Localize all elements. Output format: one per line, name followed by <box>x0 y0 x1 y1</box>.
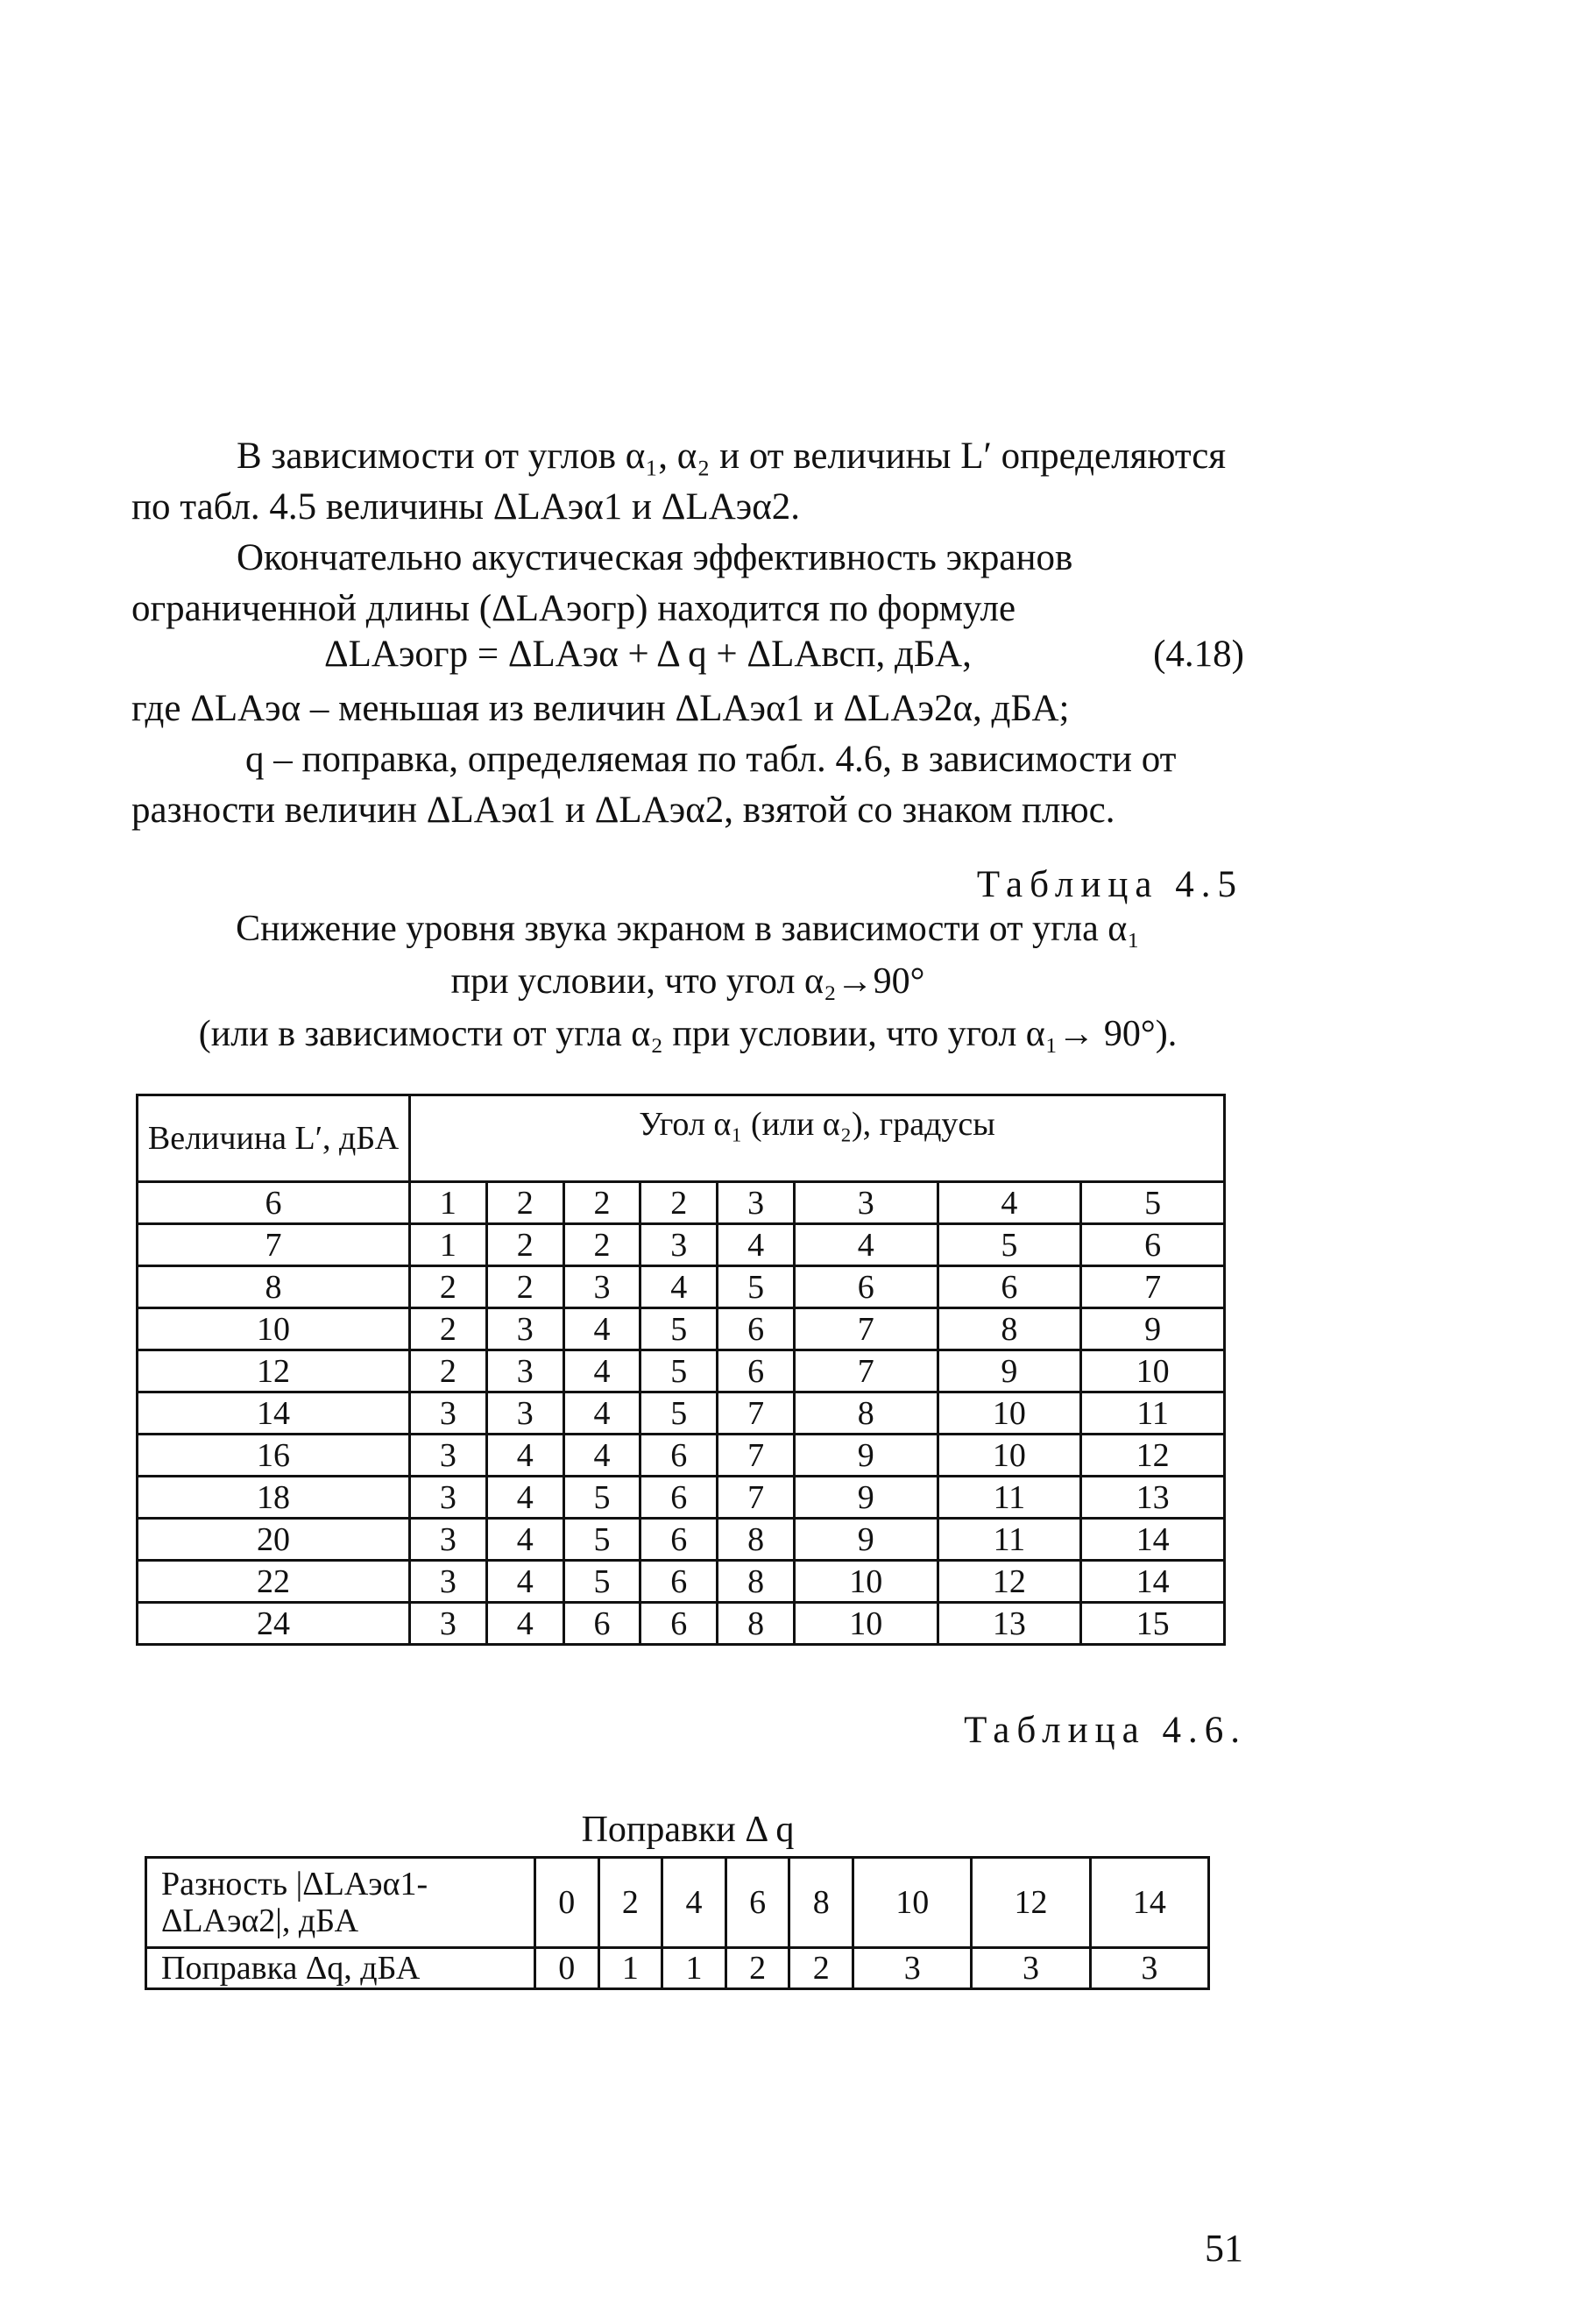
table-cell: 5 <box>640 1308 718 1350</box>
table-cell: 5 <box>640 1350 718 1392</box>
table-cell: 3 <box>794 1182 938 1224</box>
row-value-l: 12 <box>138 1350 410 1392</box>
table-row <box>138 1519 1225 1561</box>
table-cell: 2 <box>486 1266 563 1308</box>
table-cell: 1 <box>410 1224 487 1266</box>
table-cell: 14 <box>1081 1561 1225 1603</box>
table-cell: 4 <box>486 1435 563 1477</box>
table-4-5-caption: Таблица 4.5 <box>976 864 1243 905</box>
table-cell: 7 <box>794 1308 938 1350</box>
table-cell: 10 <box>938 1392 1081 1435</box>
table-row <box>138 1224 1225 1266</box>
header-value-l: Величина L′, дБА <box>138 1095 410 1182</box>
table-cell: 1 <box>410 1182 487 1224</box>
table-4-5-title <box>131 903 1244 1060</box>
table-cell: 3 <box>486 1350 563 1392</box>
table-cell: 3 <box>640 1224 718 1266</box>
row-value-l: 18 <box>138 1477 410 1519</box>
table-row <box>138 1350 1225 1392</box>
formula-text: ΔLАэогр = ΔLАэα + Δ q + ΔLАвсп, дБА, <box>324 634 972 675</box>
table-cell: 2 <box>410 1266 487 1308</box>
table-cell: 5 <box>640 1392 718 1435</box>
table-cell: 4 <box>563 1392 640 1435</box>
table-cell: 7 <box>1081 1266 1225 1308</box>
table-cell: 4 <box>794 1224 938 1266</box>
table-cell: 1 <box>662 1948 726 1989</box>
table-cell: 6 <box>794 1266 938 1308</box>
table-cell: 0 <box>535 1948 599 1989</box>
table-cell: 3 <box>563 1266 640 1308</box>
table-cell: 2 <box>640 1182 718 1224</box>
table-cell: 8 <box>794 1392 938 1435</box>
table-cell: 0 <box>535 1858 599 1948</box>
table-cell: 6 <box>1081 1224 1225 1266</box>
table-cell: 2 <box>486 1224 563 1266</box>
table-cell: 3 <box>1090 1948 1208 1989</box>
table-cell: 12 <box>938 1561 1081 1603</box>
table-cell: 6 <box>640 1603 718 1645</box>
table-cell: 5 <box>718 1266 795 1308</box>
table-row <box>138 1308 1225 1350</box>
table-4-6-row-difference <box>146 1858 1209 1948</box>
table-cell: 3 <box>410 1435 487 1477</box>
table-cell: 4 <box>938 1182 1081 1224</box>
table-cell: 8 <box>789 1858 853 1948</box>
table-cell: 4 <box>563 1308 640 1350</box>
table-cell: 3 <box>410 1477 487 1519</box>
table-cell: 5 <box>563 1519 640 1561</box>
table-cell: 6 <box>640 1477 718 1519</box>
paragraph-efficiency: Окончательно акустическая эффективность экранов ограниченной длины (ΔLАэогр) находится по формуле <box>131 537 1073 629</box>
row-value-l: 8 <box>138 1266 410 1308</box>
table-cell: 9 <box>794 1477 938 1519</box>
table-cell: 8 <box>938 1308 1081 1350</box>
table-cell: 3 <box>486 1392 563 1435</box>
row-label-difference: Разность |ΔLАэα1- ΔLАэα2|, дБА <box>146 1858 535 1948</box>
table-cell: 2 <box>486 1182 563 1224</box>
table-cell: 9 <box>794 1435 938 1477</box>
table-cell: 3 <box>718 1182 795 1224</box>
table-4-6 <box>145 1856 1210 1990</box>
table-cell: 3 <box>486 1308 563 1350</box>
table-cell: 12 <box>1081 1435 1225 1477</box>
table-cell: 14 <box>1090 1858 1208 1948</box>
table-cell: 3 <box>410 1561 487 1603</box>
table-cell: 3 <box>853 1948 972 1989</box>
table-cell: 3 <box>410 1392 487 1435</box>
formula-number: (4.18) <box>1153 634 1244 675</box>
table-cell: 6 <box>640 1561 718 1603</box>
table-cell: 4 <box>718 1224 795 1266</box>
row-value-l: 16 <box>138 1435 410 1477</box>
table-cell: 15 <box>1081 1603 1225 1645</box>
table-row <box>138 1477 1225 1519</box>
table-cell: 4 <box>563 1435 640 1477</box>
table-cell: 11 <box>938 1519 1081 1561</box>
table-cell: 11 <box>1081 1392 1225 1435</box>
table-cell: 9 <box>1081 1308 1225 1350</box>
paragraph-where: где ΔLАэα – меньшая из величин ΔLАэα1 и ΔLАэ2α, дБА; <box>131 688 1070 729</box>
table-cell: 3 <box>972 1948 1090 1989</box>
table-cell: 1 <box>598 1948 662 1989</box>
table-cell: 8 <box>718 1561 795 1603</box>
table-4-6-title: Поправки Δ q <box>581 1810 795 1850</box>
table-cell: 3 <box>410 1519 487 1561</box>
table-cell: 6 <box>640 1435 718 1477</box>
table-cell: 4 <box>640 1266 718 1308</box>
table-4-6-caption: Таблица 4.6. <box>964 1710 1247 1751</box>
table-cell: 4 <box>662 1858 726 1948</box>
header-angle: Угол α₁ (или α₂), градусы <box>410 1095 1225 1182</box>
paragraph-q-correction: q – поправка, определяемая по табл. 4.6, в зависимости от разности величин ΔLАэα1 и ΔLАэα2, взятой со знаком плюс. <box>131 739 1177 831</box>
table-cell: 8 <box>718 1519 795 1561</box>
table-row <box>138 1392 1225 1435</box>
table-cell: 7 <box>794 1350 938 1392</box>
row-value-l: 7 <box>138 1224 410 1266</box>
page-number: 51 <box>1205 2227 1243 2270</box>
row-value-l: 14 <box>138 1392 410 1435</box>
table-cell: 4 <box>486 1561 563 1603</box>
table-cell: 7 <box>718 1477 795 1519</box>
row-value-l: 6 <box>138 1182 410 1224</box>
table-4-6-row-correction <box>146 1948 1209 1989</box>
table-cell: 6 <box>725 1858 789 1948</box>
table-cell: 4 <box>486 1477 563 1519</box>
row-value-l: 24 <box>138 1603 410 1645</box>
row-label-correction: Поправка Δq, дБА <box>146 1948 535 1989</box>
table-cell: 13 <box>1081 1477 1225 1519</box>
table-4-5-title-line: (или в зависимости от угла α₂ при условии, что угол α₁→ 90°). <box>198 1014 1178 1054</box>
table-cell: 9 <box>938 1350 1081 1392</box>
table-cell: 13 <box>938 1603 1081 1645</box>
table-cell: 6 <box>563 1603 640 1645</box>
table-cell: 4 <box>563 1350 640 1392</box>
table-cell: 2 <box>563 1224 640 1266</box>
table-4-5-title-line: при условии, что угол α₂→90° <box>450 961 925 1002</box>
table-cell: 6 <box>640 1519 718 1561</box>
table-cell: 10 <box>938 1435 1081 1477</box>
table-row <box>138 1561 1225 1603</box>
table-cell: 4 <box>486 1603 563 1645</box>
row-value-l: 22 <box>138 1561 410 1603</box>
paragraph-angles: В зависимости от углов α₁, α₂ и от величины L′ определяются по табл. 4.5 величины ΔLАэα1 и ΔLАэα2. <box>131 436 1227 528</box>
table-cell: 8 <box>718 1603 795 1645</box>
table-cell: 2 <box>789 1948 853 1989</box>
table-cell: 2 <box>563 1182 640 1224</box>
table-4-5 <box>136 1094 1226 1646</box>
table-cell: 7 <box>718 1392 795 1435</box>
table-cell: 11 <box>938 1477 1081 1519</box>
table-cell: 2 <box>410 1350 487 1392</box>
table-cell: 6 <box>718 1308 795 1350</box>
table-row <box>138 1603 1225 1645</box>
table-cell: 10 <box>794 1561 938 1603</box>
table-cell: 2 <box>725 1948 789 1989</box>
table-cell: 10 <box>1081 1350 1225 1392</box>
table-cell: 5 <box>563 1477 640 1519</box>
table-cell: 7 <box>718 1435 795 1477</box>
table-cell: 9 <box>794 1519 938 1561</box>
table-cell: 2 <box>598 1858 662 1948</box>
table-cell: 5 <box>1081 1182 1225 1224</box>
table-cell: 6 <box>718 1350 795 1392</box>
row-value-l: 10 <box>138 1308 410 1350</box>
table-cell: 10 <box>794 1603 938 1645</box>
table-cell: 5 <box>938 1224 1081 1266</box>
table-row <box>138 1182 1225 1224</box>
table-row <box>138 1435 1225 1477</box>
formula-4-18 <box>324 633 1244 676</box>
table-cell: 6 <box>938 1266 1081 1308</box>
table-row <box>138 1266 1225 1308</box>
table-4-5-title-line: Снижение уровня звука экраном в зависимости от угла α₁ <box>236 909 1140 949</box>
table-4-5-header-row <box>138 1095 1225 1182</box>
table-cell: 10 <box>853 1858 972 1948</box>
table-cell: 5 <box>563 1561 640 1603</box>
table-cell: 14 <box>1081 1519 1225 1561</box>
table-cell: 3 <box>410 1603 487 1645</box>
table-cell: 2 <box>410 1308 487 1350</box>
table-cell: 4 <box>486 1519 563 1561</box>
table-cell: 12 <box>972 1858 1090 1948</box>
row-value-l: 20 <box>138 1519 410 1561</box>
